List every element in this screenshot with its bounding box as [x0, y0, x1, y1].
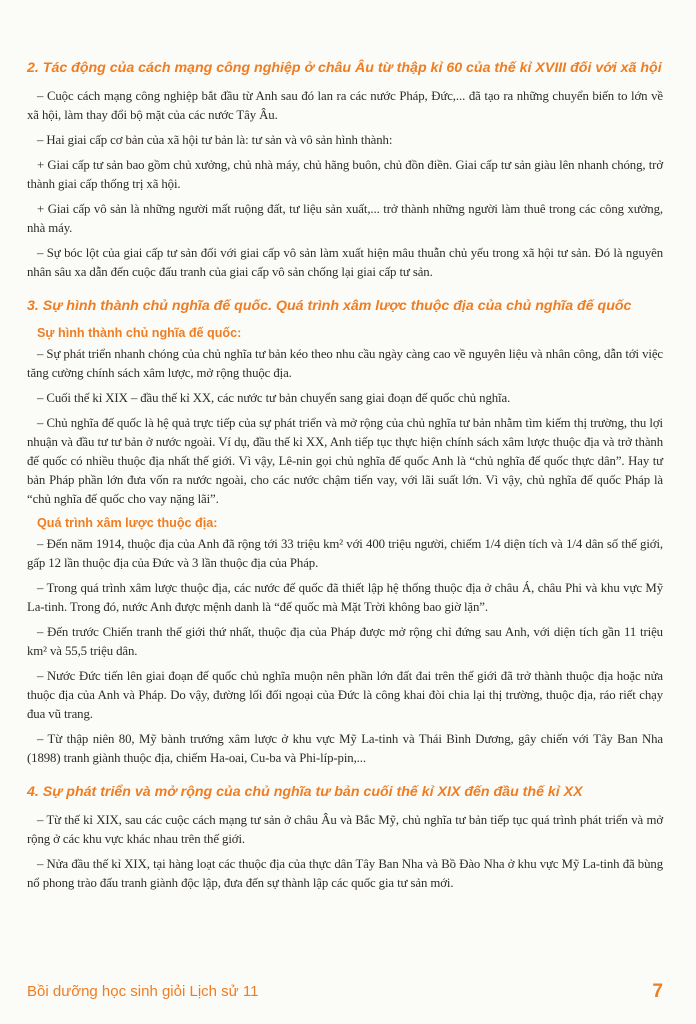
- book-title: Bồi dưỡng học sinh giỏi Lịch sử 11: [27, 983, 259, 1000]
- paragraph: – Từ thập niên 80, Mỹ bành trướng xâm lược ở khu vực Mỹ La-tinh và Thái Bình Dương, gây chiến với Tây Ban Nha (1898) tranh giành thuộc địa, chiếm Ha-oai, Cu-ba và Phi-líp-pin,...: [27, 732, 663, 765]
- page-content: [27, 58, 663, 899]
- paragraph: – Sự phát triển nhanh chóng của chủ nghĩa tư bản kéo theo nhu cầu ngày càng cao về nguyên liệu và nhân công, dẫn tới việc tăng cường chính sách xâm lược, mở rộng thuộc địa.: [27, 347, 663, 380]
- paragraph: – Từ thế kỉ XIX, sau các cuộc cách mạng tư sản ở châu Âu và Bắc Mỹ, chủ nghĩa tư bản tiếp tục quá trình phát triển và mở rộng ở các khu vực khác nhau trên thế giới.: [27, 813, 663, 846]
- section-3-subheading-1: Sự hình thành chủ nghĩa đế quốc:: [37, 326, 242, 340]
- paragraph: – Nửa đầu thế kỉ XIX, tại hàng loạt các thuộc địa của thực dân Tây Ban Nha và Bồ Đào Nha ở khu vực Mỹ La-tinh đã bùng nổ phong trào đấu tranh giành độc lập, đưa đến sự thành lập các quốc gia tư sản mới.: [27, 857, 663, 890]
- paragraph: – Sự bóc lột của giai cấp tư sản đối với giai cấp vô sản làm xuất hiện mâu thuẫn chủ yếu trong xã hội tư sản. Đó là nguyên nhân sâu xa dẫn đến cuộc đấu tranh của giai cấp vô sản chống lại giai cấp tư sản.: [27, 246, 663, 279]
- page-footer: [27, 981, 663, 1005]
- section-4-title: 4. Sự phát triển và mở rộng của chủ nghĩa tư bản cuối thế kỉ XIX đến đầu thế kỉ XX: [27, 784, 583, 800]
- paragraph: – Trong quá trình xâm lược thuộc địa, các nước đế quốc đã thiết lập hệ thống thuộc địa ở châu Á, châu Phi và khu vực Mỹ La-tinh. Trong đó, nước Anh được mệnh danh là “đế quốc mà Mặt Trời không bao giờ lặn”.: [27, 581, 663, 614]
- section-3-title: 3. Sự hình thành chủ nghĩa đế quốc. Quá trình xâm lược thuộc địa của chủ nghĩa đế quốc: [27, 298, 632, 314]
- section-3-subheading-2: Quá trình xâm lược thuộc địa:: [37, 516, 218, 530]
- page-number: 7: [652, 981, 663, 1002]
- paragraph: – Nước Đức tiến lên giai đoạn đế quốc chủ nghĩa muộn nên phần lớn đất đai trên thế giới đã trở thành thuộc địa hoặc nửa thuộc địa của Anh và Pháp. Do vậy, đường lối đối ngoại của Đức là công khai đòi chia lại thị trường, thuộc địa, ráo riết chạy đua vũ trang.: [27, 669, 663, 721]
- paragraph: + Giai cấp tư sản bao gồm chủ xưởng, chủ nhà máy, chủ hãng buôn, chủ đồn điền. Giai cấp tư sản giàu lên nhanh chóng, trở thành giai cấp thống trị xã hội.: [27, 158, 663, 191]
- paragraph: – Hai giai cấp cơ bản của xã hội tư bản là: tư sản và vô sản hình thành:: [37, 133, 393, 147]
- paragraph: – Chủ nghĩa đế quốc là hệ quả trực tiếp của sự phát triển và mở rộng của chủ nghĩa tư bản nhằm tìm kiếm thị trường, thu lợi nhuận và đầu tư tư bản ở nước ngoài. Ví dụ, đầu thế kỉ XX, Anh tiếp tục thực hiện chính sách xâm lược thuộc địa và trở thành đế quốc có nhiều thuộc địa nhất thế giới. Vì vậy, Lê-nin gọi chủ nghĩa đế quốc Anh là “chủ nghĩa đế quốc thực dân”. Hay tư bản Pháp phần lớn đưa vốn ra nước ngoài, cho các nước chậm tiến vay, với lãi suất lớn. Vì vậy, chủ nghĩa đế quốc Pháp là “chủ nghĩa đế quốc cho vay nặng lãi”.: [27, 416, 663, 506]
- paragraph: + Giai cấp vô sản là những người mất ruộng đất, tư liệu sản xuất,... trở thành những người làm thuê trong các công xưởng, nhà máy.: [27, 202, 663, 235]
- section-2-title: 2. Tác động của cách mạng công nghiệp ở châu Âu từ thập kỉ 60 của thế kỉ XVIII đối với xã hội: [27, 60, 662, 76]
- paragraph: – Đến trước Chiến tranh thế giới thứ nhất, thuộc địa của Pháp được mở rộng chỉ đứng sau Anh, với diện tích gần 11 triệu km² và 55,5 triệu dân.: [27, 625, 663, 658]
- paragraph: – Cuộc cách mạng công nghiệp bắt đầu từ Anh sau đó lan ra các nước Pháp, Đức,... đã tạo ra những chuyển biến to lớn về xã hội, làm thay đổi bộ mặt của các nước Tây Âu.: [27, 89, 663, 122]
- paragraph: – Đến năm 1914, thuộc địa của Anh đã rộng tới 33 triệu km² với 400 triệu người, chiếm 1/4 diện tích và 1/4 dân số thế giới, gấp 12 lần thuộc địa của Đức và 3 lần thuộc địa của Pháp.: [27, 537, 663, 570]
- paragraph: – Cuối thế kỉ XIX – đầu thế kỉ XX, các nước tư bản chuyển sang giai đoạn đế quốc chủ nghĩa.: [37, 391, 511, 405]
